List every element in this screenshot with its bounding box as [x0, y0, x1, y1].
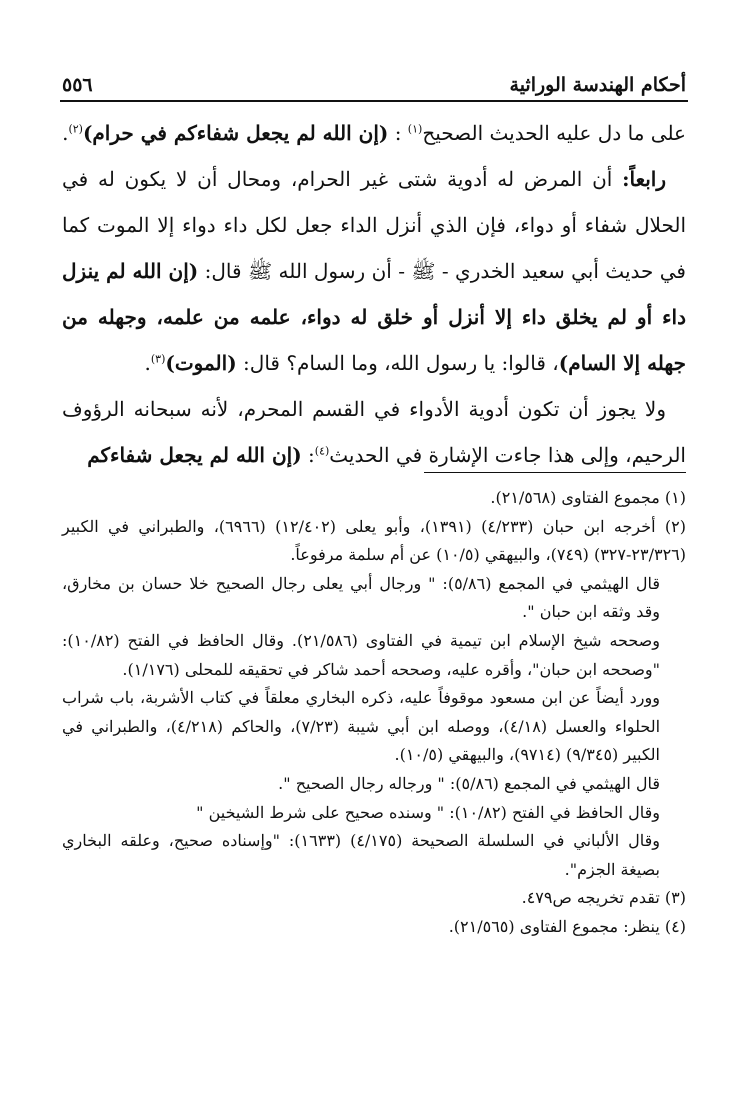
p1-text: على ما دل عليه الحديث الصحيح	[422, 121, 686, 145]
footnote-1: (١) مجموع الفتاوى (٢١/٥٦٨).	[490, 488, 686, 507]
footnote-2-note-f: وقال الألباني في السلسلة الصحيحة (٤/١٧٥) (١٦٣٣): "وإسناده صحيح، وعلقه البخاري بصيغة الجزم".	[62, 831, 660, 879]
p2-heading: رابعاً:	[622, 167, 666, 191]
footnote-2: (٢) أخرجه ابن حبان (٤/٢٣٣) (١٣٩١)، وأبو يعلى (١٢/٤٠٢) (٦٩٦٦)، والطبراني في الكبير (٢٣/٣٢٦-٣٢٧) (٧٤٩)، والبيهقي (١٠/٥) عن أم سلمة مرفوعاً.	[62, 516, 686, 565]
hadith-quote-3: (الموت)	[165, 351, 237, 375]
hadith-quote-4: (إن الله لم يجعل شفاءكم	[87, 443, 302, 467]
paragraph-2	[62, 156, 686, 386]
footnote-2-note-a: قال الهيثمي في المجمع (٥/٨٦): " ورجال أبي يعلى رجال الصحيح خلا حسان بن مخارق، وقد وثقه ابن حبان ".	[62, 573, 660, 622]
p2-end: .	[144, 351, 151, 375]
footnote-rule	[424, 472, 686, 473]
p3-sep: :	[301, 443, 315, 467]
paragraph-1	[62, 110, 686, 156]
footnote-2-note-d: قال الهيثمي في المجمع (٥/٨٦): " ورجاله رجال الصحيح ".	[278, 773, 660, 793]
paragraph-3	[62, 386, 686, 478]
p2-text-1: أن المرض له أدوية شتى غير الحرام، ومحال أن لا يكون له في الحلال شفاء أو دواء، فإن الذي أنزل الداء جعل لكل داء دواء إلا الموت كما في حديث أبي سعيد الخدري - ﷺ - أن رسول الله ﷺ قال:	[62, 167, 686, 283]
p1-end: .	[62, 121, 69, 145]
footnote-ref-4: (٤)	[314, 444, 330, 458]
footnotes	[62, 484, 686, 942]
footnote-2-note-c: وورد أيضاً عن ابن مسعود موقوفاً عليه، ذكره البخاري معلقاً في كتاب الأشربة، باب شراب الحلواء والعسل (٤/١٨)، ووصله ابن أبي شيبة (٧/٢٣)، والحاكم (٤/٢١٨)، والطبراني في الكبير (٩/٣٤٥) (٩٧١٤)، والبيهقي (١٠/٥).	[62, 688, 661, 765]
footnote-ref-2: (٢)	[68, 122, 83, 136]
footnote-4: (٤) ينظر: مجموع الفتاوى (٢١/٥٦٥).	[448, 916, 686, 936]
p1-sep: :	[388, 121, 408, 145]
hadith-quote-1: (إن الله لم يجعل شفاءكم في حرام)	[82, 121, 389, 145]
footnote-2-note-e: وقال الحافظ في الفتح (١٠/٨٢): " وسنده صحيح على شرط الشيخين "	[196, 802, 660, 822]
header-rule	[60, 100, 688, 102]
hadith-quote-2: (إن الله لم ينزل داء أو لم يخلق داء إلا أنزل أو خلق له دواء، علمه من علمه، وجهله من جهله إلا السام)	[62, 259, 686, 375]
p2-text-2: ، قالوا: يا رسول الله، وما السام؟ قال:	[236, 351, 559, 375]
footnote-ref-1: (١)	[407, 122, 423, 136]
page-header	[62, 64, 686, 96]
page-number: ٥٥٦	[62, 74, 93, 96]
footnote-2-note-b: وصححه شيخ الإسلام ابن تيمية في الفتاوى (٢١/٥٨٦). وقال الحافظ في الفتح (١٠/٨٢): "وصححه ابن حبان"، وأقره عليه، وصححه أحمد شاكر في تحقيقه للمحلى (١/١٧٦).	[62, 630, 660, 679]
footnote-3: (٣) تقدم تخريجه ص٤٧٩.	[521, 888, 686, 908]
footnote-ref-3: (٣)	[150, 352, 166, 366]
book-title: أحكام الهندسة الوراثية	[509, 74, 686, 96]
p3-text: ولا يجوز أن تكون أدوية الأدواء في القسم المحرم، لأنه سبحانه الرؤوف الرحيم، وإلى هذا جاءت الإشارة في الحديث	[62, 397, 686, 467]
main-text	[62, 110, 686, 478]
